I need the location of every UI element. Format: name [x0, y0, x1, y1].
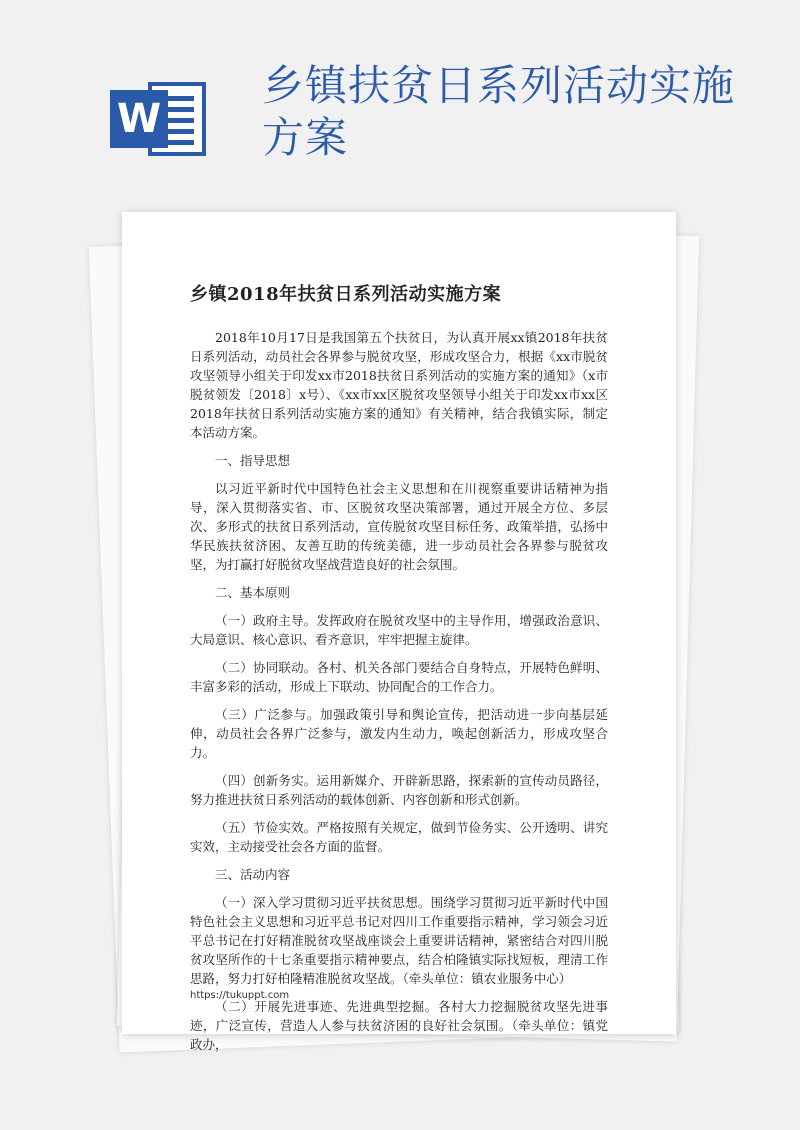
- section-heading: 二、基本原则: [215, 585, 291, 600]
- document-body: [190, 328, 608, 1054]
- body-paragraph: 2018年10月17日是我国第五个扶贫日，为认真开展xx镇2018年扶贫日系列活动，动员社会各界参与脱贫攻坚，形成攻坚合力，根据《xx市脱贫攻坚领导小组关于印发xx市2018扶贫日系列活动的实施方案的通知》（x市脱贫领发〔2018〕x号）、《xx市xx区脱贫攻坚领导小组关于印发xx市xx区2018年扶贫日系列活动实施方案的通知》有关精神，结合我镇实际，制定本活动方案。: [190, 330, 608, 440]
- body-paragraph: （一）政府主导。发挥政府在脱贫攻坚中的主导作用，增强政治意识、大局意识、核心意识、看齐意识，牢牢把握主旋律。: [190, 613, 608, 647]
- section-heading: 三、活动内容: [215, 867, 291, 882]
- section-heading: 一、指导思想: [215, 453, 291, 468]
- document-title: 乡镇2018年扶贫日系列活动实施方案: [190, 284, 502, 305]
- body-paragraph: （五）节俭实效。严格按照有关规定，做到节俭务实、公开透明、讲究实效，主动接受社会各方面的监督。: [190, 820, 608, 854]
- body-paragraph: （二）协同联动。各村、机关各部门要结合自身特点，开展特色鲜明、丰富多彩的活动，形成上下联动、协同配合的工作合力。: [190, 660, 608, 694]
- footer-url: https://tukuppt.com: [190, 990, 290, 1001]
- body-paragraph: 以习近平新时代中国特色社会主义思想和在川视察重要讲话精神为指导，深入贯彻落实省、市、区脱贫攻坚决策部署，通过开展全方位、多层次、多形式的扶贫日系列活动，宣传脱贫攻坚目标任务、政策举措，弘扬中华民族扶贫济困、友善互助的传统美德，进一步动员社会各界参与脱贫攻坚，为打赢打好脱贫攻坚战营造良好的社会氛围。: [190, 481, 608, 572]
- body-paragraph: （三）广泛参与。加强政策引导和舆论宣传，把活动进一步向基层延伸，动员社会各界广泛参与，激发内生动力，唤起创新活力，形成攻坚合力。: [190, 707, 608, 760]
- page-header: [0, 0, 800, 200]
- page-heading: 乡镇扶贫日系列活动实施方案: [262, 61, 736, 162]
- body-paragraph: （二）开展先进事迹、先进典型挖掘。各村大力挖掘脱贫攻坚先进事迹，广泛宣传，营造人人参与扶贫济困的良好社会氛围。（牵头单位：镇党政办，: [190, 999, 608, 1052]
- word-icon-badge: W: [110, 90, 168, 148]
- body-paragraph: （一）深入学习贯彻习近平扶贫思想。围绕学习贯彻习近平新时代中国特色社会主义思想和习近平总书记对四川工作重要指示精神，学习领会习近平总书记在打好精准脱贫攻坚战座谈会上重要讲话精神，紧密结合对四川脱贫攻坚所作的十七条重要指示精神要点，结合柏隆镇实际找短板，理清工作思路，努力打好柏隆精准脱贫攻坚战。（牵头单位：镇农业服务中心）: [190, 895, 608, 986]
- document-page: [122, 212, 676, 1052]
- word-document-icon: [110, 72, 214, 162]
- body-paragraph: （四）创新务实。运用新媒介、开辟新思路，探索新的宣传动员路径，努力推进扶贫日系列活动的载体创新、内容创新和形式创新。: [190, 773, 608, 807]
